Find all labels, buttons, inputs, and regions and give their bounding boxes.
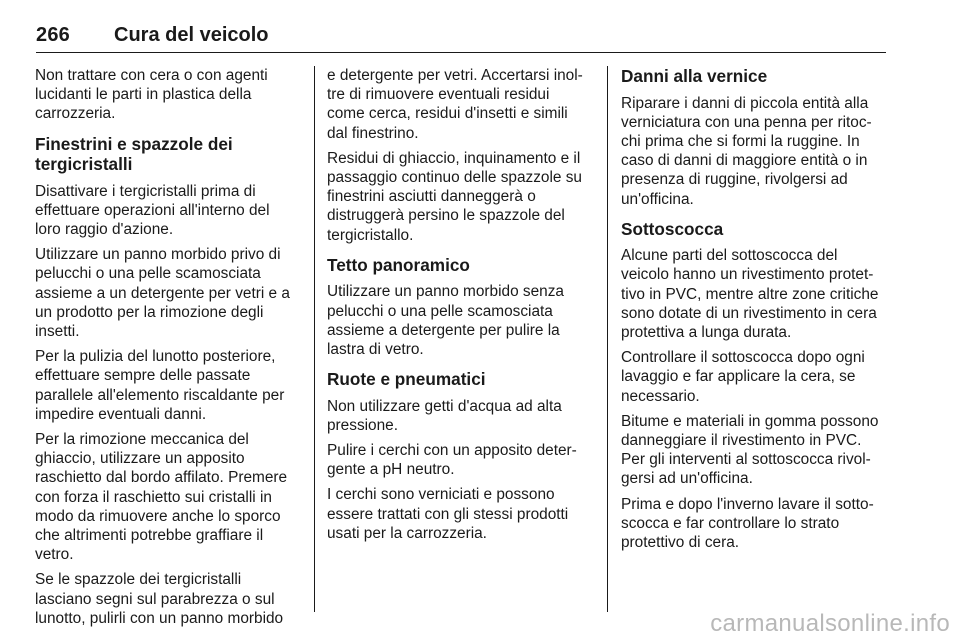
paragraph-winter-wash: Prima e dopo l'inverno lavare il sotto- scocca e far controllare lo strato protettivo di cera. xyxy=(621,495,874,552)
column-divider-right xyxy=(607,66,608,612)
paragraph-bitumen: Bitume e materiali in gomma possono danneggiare il rivestimento in PVC. Per gli interventi al sottoscocca rivol- gersi ad un'officina. xyxy=(621,412,879,488)
paragraph-rim-cleaner: Pulire i cerchi con un apposito deter- gente a pH neutro. xyxy=(327,442,577,479)
column-1 xyxy=(35,66,299,634)
paragraph-painted-rims: I cerchi sono verniciati e possono essere trattati con gli stessi prodotti usati per la carrozzeria. xyxy=(327,486,569,542)
paragraph-ice-residue: Residui di ghiaccio, inquinamento e il passaggio continuo delle spazzole su finestrini asciutti danneggerà o distruggerà persino le spazzole del tergicristallo. xyxy=(327,149,582,244)
paragraph-rear-window: Per la pulizia del lunotto posteriore, effettuare sempre delle passate parallele all'elemento riscaldante per impedire eventuali danni. xyxy=(35,348,285,423)
page-header xyxy=(36,24,886,53)
paragraph-no-high-pressure: Non utilizzare getti d'acqua ad alta pressione. xyxy=(327,397,562,434)
paragraph-ice-removal: Per la rimozione meccanica del ghiaccio, utilizzare un apposito raschietto dal bordo affilato. Premere con forza il raschietto sui cristalli in modo da rimuovere anche lo sporco che altrimenti potrebbe graffiare il vetro. xyxy=(35,431,288,564)
paragraph-pvc-coating: Alcune parti del sottoscocca del veicolo hanno un rivestimento protet- tivo in PVC, mentre altre zone critiche sono dotate di un rivestimento in cera protettiva a lunga durata. xyxy=(621,247,879,342)
paragraph-deactivate-wipers: Disattivare i tergicristalli prima di effettuare operazioni all'interno del loro raggio d'azione. xyxy=(35,182,270,239)
paragraph-paint-repair: Riparare i danni di piccola entità alla verniciatura con una penna per ritoc- chi prima che si formi la ruggine. In caso di danni di maggiore entità o in presenza di ruggine, rivolgersi ad un'officina. xyxy=(621,94,872,208)
heading-underbody: Sottoscocca xyxy=(621,218,724,239)
paragraph-glass-cleaner: e detergente per vetri. Accertarsi inol- tre di rimuovere eventuali residui come cerca, residui d'insetti e simili dal finestrino. xyxy=(327,67,583,142)
column-2 xyxy=(327,66,592,549)
heading-panoramic-roof: Tetto panoramico xyxy=(327,254,470,275)
paragraph-plastic-parts: Non trattare con cera o con agenti lucidanti le parti in plastica della carrozzeria. xyxy=(35,67,268,123)
watermark-text: carmanualsonline.info xyxy=(710,610,950,637)
paragraph-roof-cleaning: Utilizzare un panno morbido senza pelucchi o una pelle scamosciata assieme a detergente per pulire la lastra di vetro. xyxy=(327,283,564,358)
column-divider-left xyxy=(314,66,315,612)
heading-windows-wipers: Finestrini e spazzole dei tergicristalli xyxy=(35,133,233,175)
page-number: 266 xyxy=(36,24,70,46)
chapter-title: Cura del veicolo xyxy=(114,24,269,46)
heading-wheels-tyres: Ruote e pneumatici xyxy=(327,369,486,390)
paragraph-soft-cloth: Utilizzare un panno morbido privo di pelucchi o una pelle scamosciata assieme a un detergente per vetri e a un prodotto per la rimozione degli insetti. xyxy=(35,246,290,341)
paragraph-wiper-streaks: Se le spazzole dei tergicristalli lasciano segni sul parabrezza o sul lunotto, pulirli con un panno morbido xyxy=(35,571,284,627)
paragraph-check-underbody: Controllare il sottoscocca dopo ogni lavaggio e far applicare la cera, se necessario. xyxy=(621,349,865,405)
column-3 xyxy=(621,66,885,558)
heading-paint-damage: Danni alla vernice xyxy=(621,66,768,86)
